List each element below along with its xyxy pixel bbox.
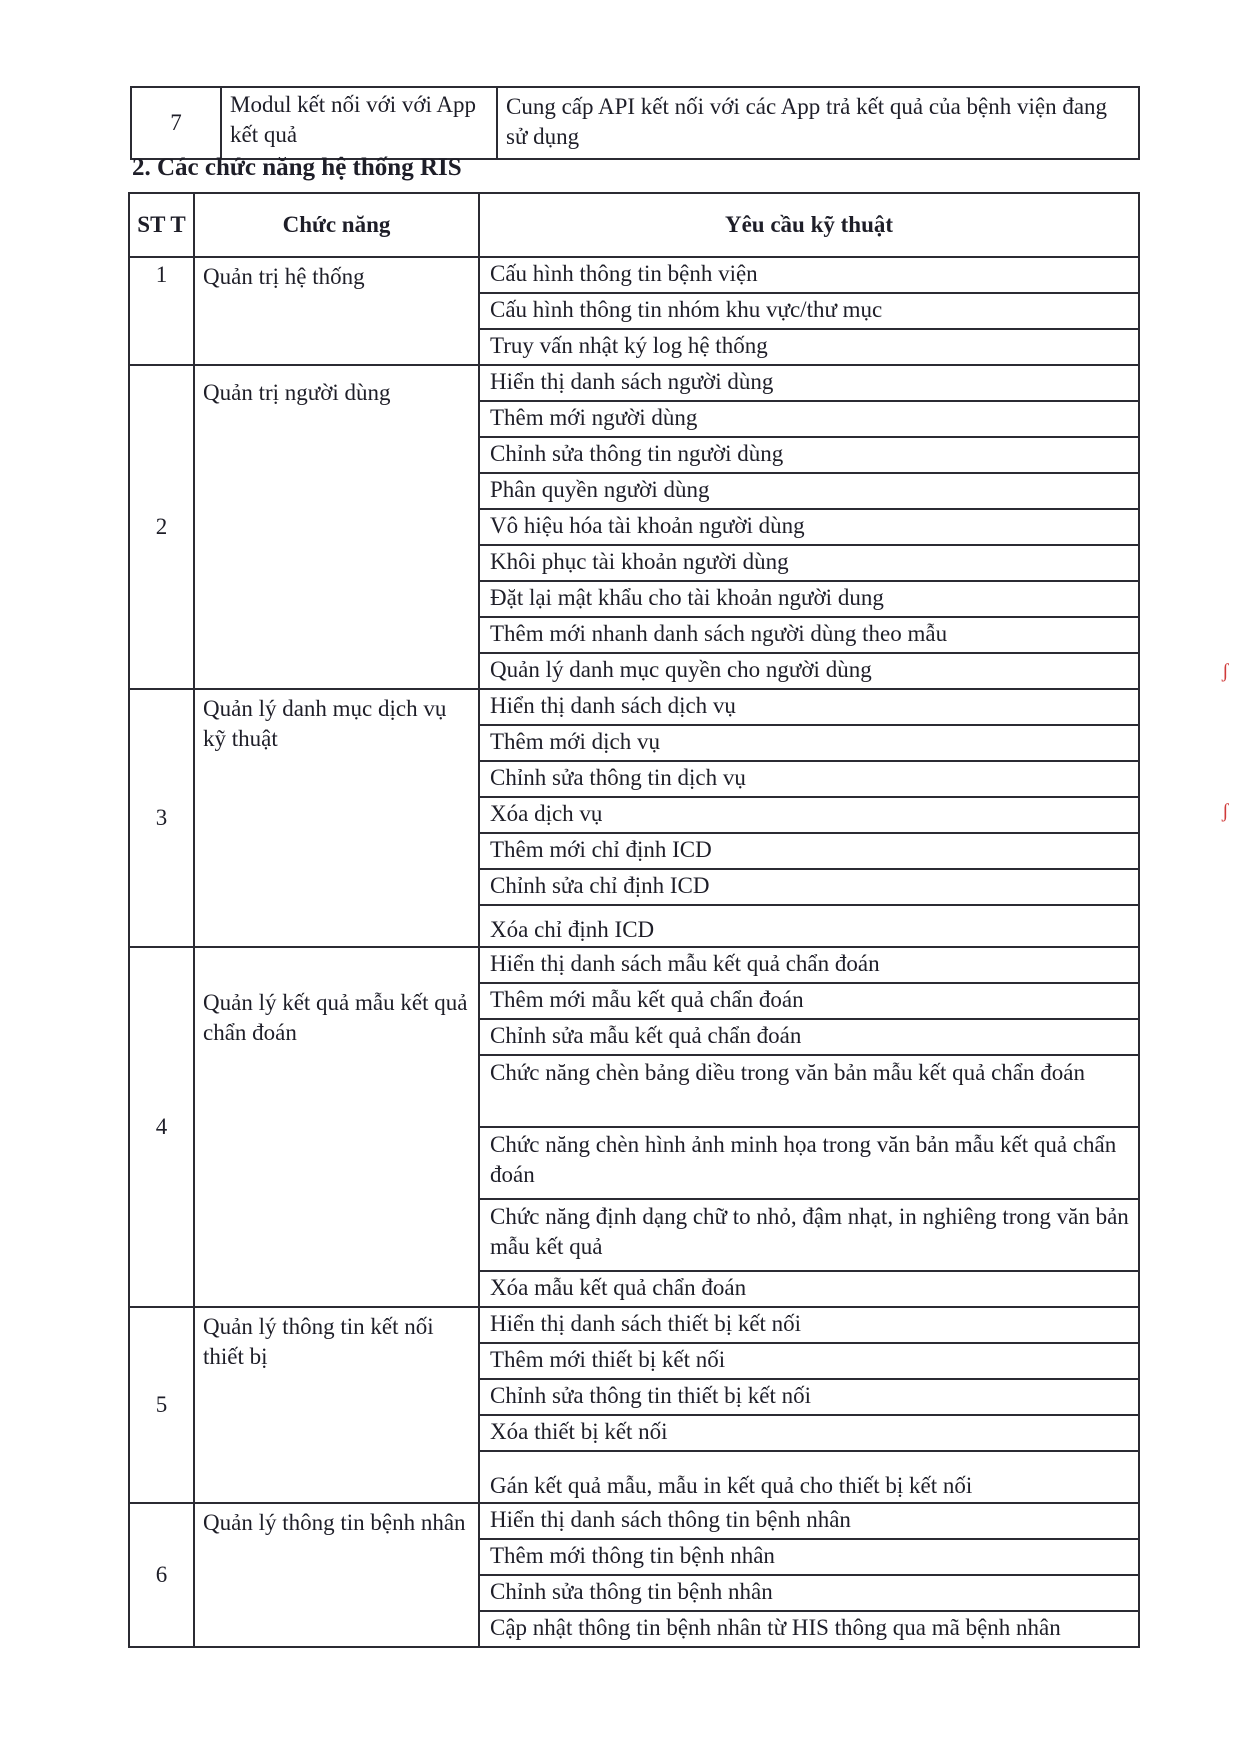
table-row: [129, 257, 1139, 293]
function-cell: Modul kết nối với với App kết quả: [221, 87, 497, 159]
requirement-cell: Quản lý danh mục quyền cho người dùng: [479, 653, 1139, 689]
ris-functions-table: [128, 192, 1140, 1648]
requirement-cell: Chức năng định dạng chữ to nhỏ, đậm nhạt, in nghiêng trong văn bản mẫu kết quả: [479, 1199, 1139, 1271]
requirement-cell: Thêm mới người dùng: [479, 401, 1139, 437]
requirement-cell: Xóa thiết bị kết nối: [479, 1415, 1139, 1451]
stt-cell: 4: [129, 947, 194, 1307]
stt-cell: 3: [129, 689, 194, 947]
header-stt: ST T: [129, 193, 194, 257]
function-cell: Quản lý danh mục dịch vụ kỹ thuật: [194, 689, 479, 947]
requirement-cell: Chỉnh sửa thông tin thiết bị kết nối: [479, 1379, 1139, 1415]
requirement-cell: Phân quyền người dùng: [479, 473, 1139, 509]
requirement-cell: Thêm mới chỉ định ICD: [479, 833, 1139, 869]
requirement-cell: Xóa chỉ định ICD: [479, 905, 1139, 947]
requirement-cell: Hiển thị danh sách dịch vụ: [479, 689, 1139, 725]
requirement-cell: Xóa dịch vụ: [479, 797, 1139, 833]
table-row: [131, 87, 1139, 159]
requirement-cell: Chỉnh sửa mẫu kết quả chẩn đoán: [479, 1019, 1139, 1055]
requirement-cell: Đặt lại mật khẩu cho tài khoản người dung: [479, 581, 1139, 617]
requirement-cell: Chỉnh sửa thông tin bệnh nhân: [479, 1575, 1139, 1611]
requirement-cell: Chức năng chèn bảng diều trong văn bản mẫu kết quả chẩn đoán: [479, 1055, 1139, 1127]
function-cell: Quản lý thông tin kết nối thiết bị: [194, 1307, 479, 1503]
function-cell: Quản trị hệ thống: [194, 257, 479, 365]
requirement-cell: Thêm mới dịch vụ: [479, 725, 1139, 761]
table-row: [129, 365, 1139, 401]
function-cell: Quản lý thông tin bệnh nhân: [194, 1503, 479, 1647]
requirement-cell: Thêm mới mẫu kết quả chẩn đoán: [479, 983, 1139, 1019]
requirement-cell: Hiển thị danh sách thiết bị kết nối: [479, 1307, 1139, 1343]
table-row: [129, 1503, 1139, 1539]
table-row: [129, 689, 1139, 725]
table-row: [129, 947, 1139, 983]
function-cell: Quản trị người dùng: [194, 365, 479, 689]
requirement-cell: Truy vấn nhật ký log hệ thống: [479, 329, 1139, 365]
requirement-cell: Xóa mẫu kết quả chẩn đoán: [479, 1271, 1139, 1307]
requirement-cell: Hiển thị danh sách mẫu kết quả chẩn đoán: [479, 947, 1139, 983]
requirement-cell: Cấu hình thông tin bệnh viện: [479, 257, 1139, 293]
requirement-cell: Cập nhật thông tin bệnh nhân từ HIS thông qua mã bệnh nhân: [479, 1611, 1139, 1647]
requirement-cell: Vô hiệu hóa tài khoản người dùng: [479, 509, 1139, 545]
stt-cell: 1: [129, 257, 194, 365]
requirement-cell: Cấu hình thông tin nhóm khu vực/thư mục: [479, 293, 1139, 329]
function-cell: Quản lý kết quả mẫu kết quả chẩn đoán: [194, 947, 479, 1307]
requirement-cell: Thêm mới thông tin bệnh nhân: [479, 1539, 1139, 1575]
requirement-cell: Chỉnh sửa thông tin người dùng: [479, 437, 1139, 473]
header-function: Chức năng: [194, 193, 479, 257]
stt-cell: 5: [129, 1307, 194, 1503]
section-heading: 2. Các chức năng hệ thống RIS: [132, 154, 462, 181]
table-header-row: [129, 193, 1139, 257]
table-row: [129, 1307, 1139, 1343]
header-requirement: Yêu cầu kỹ thuật: [479, 193, 1139, 257]
stt-cell: 2: [129, 365, 194, 689]
requirement-cell: Hiển thị danh sách người dùng: [479, 365, 1139, 401]
requirement-cell: Gán kết quả mẫu, mẫu in kết quả cho thiết bị kết nối: [479, 1451, 1139, 1503]
stamp-edge-mark: ʃ: [1222, 660, 1229, 682]
requirement-cell: Chức năng chèn hình ảnh minh họa trong văn bản mẫu kết quả chẩn đoán: [479, 1127, 1139, 1199]
requirement-cell: Cung cấp API kết nối với các App trả kết quả của bệnh viện đang sử dụng: [497, 87, 1139, 159]
requirement-cell: Thêm mới nhanh danh sách người dùng theo mẫu: [479, 617, 1139, 653]
stt-cell: 7: [131, 87, 221, 159]
stamp-edge-mark: ʃ: [1222, 800, 1229, 822]
requirement-cell: Chỉnh sửa chỉ định ICD: [479, 869, 1139, 905]
requirement-cell: Thêm mới thiết bị kết nối: [479, 1343, 1139, 1379]
requirement-cell: Chỉnh sửa thông tin dịch vụ: [479, 761, 1139, 797]
stt-cell: 6: [129, 1503, 194, 1647]
requirement-cell: Hiển thị danh sách thông tin bệnh nhân: [479, 1503, 1139, 1539]
requirement-cell: Khôi phục tài khoản người dùng: [479, 545, 1139, 581]
continued-table: [130, 86, 1140, 160]
